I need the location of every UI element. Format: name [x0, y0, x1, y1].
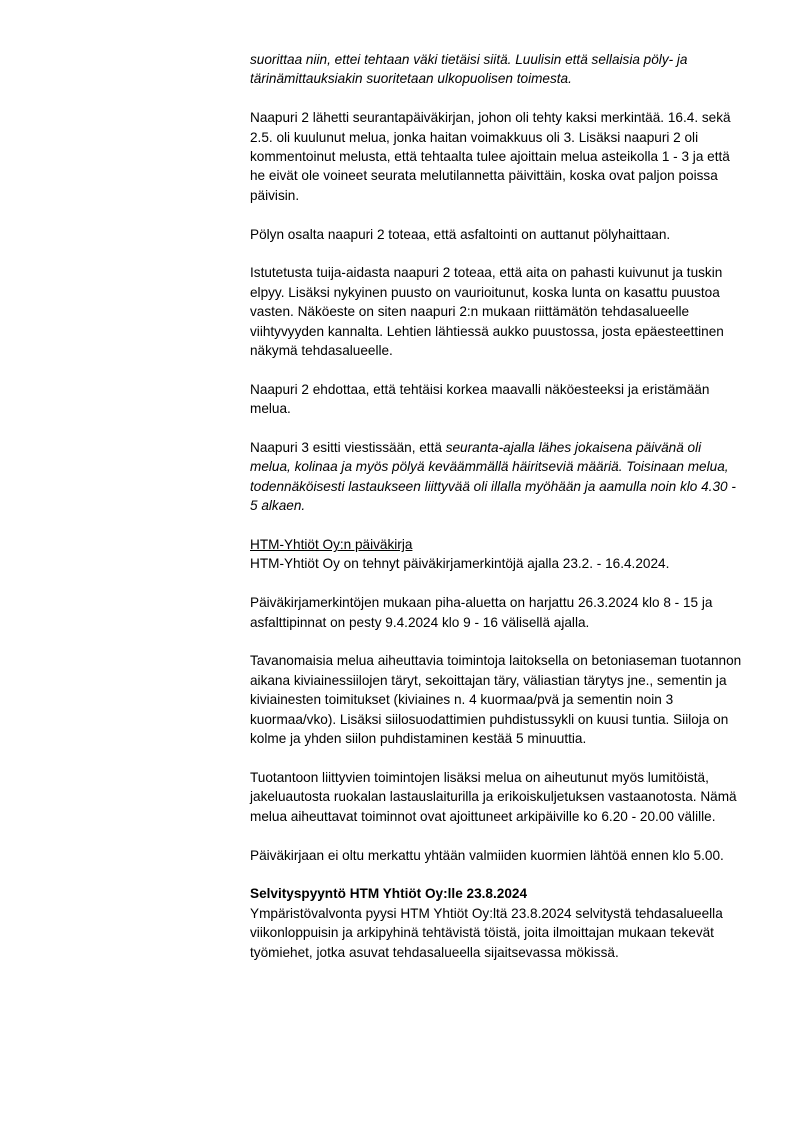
- paragraph-neighbor-quote: suorittaa niin, ettei tehtaan väki tietäisi siitä. Luulisin että sellaisia pöly- ja tärinämittauksiakin suoritetaan ulkopuolisen toimesta.: [250, 52, 688, 87]
- paragraph-htm-diary-period: HTM-Yhtiöt Oy on tehnyt päiväkirjamerkintöjä ajalla 23.2. - 16.4.2024.: [250, 556, 670, 572]
- paragraph-noise-operations: Tavanomaisia melua aiheuttavia toimintoja laitoksella on betoniaseman tuotannon aikana kiviainessiilojen täryt, sekoittajan täry, väliastian tärytys jne., sementin ja kiviainesten toimitukset (kiviaines n. 4 kuormaa/pvä ja sementin noin 3 kuormaa/vko). Lisäksi siilosuodattimien puhdistussykli on kuusi tuntia. Siiloja on kolme ja yhden siilon puhdistaminen kestää 5 minuuttia.: [250, 653, 742, 747]
- paragraph-neighbor2-diary: Naapuri 2 lähetti seurantapäiväkirjan, johon oli tehty kaksi merkintää. 16.4. sekä 2.5. oli kuulunut melua, jonka haitan voimakkuus oli 3. Lisäksi naapuri 2 oli kommentoinut melusta, että tehtaalta tulee ajoittain melua asteikolla 1 - 3 ja että he eivät ole voineet seurata melutilannetta päivittäin, koska ovat paljon poissa päivisin.: [250, 110, 731, 203]
- document-page: [250, 50, 745, 981]
- section-heading-request: Selvityspyyntö HTM Yhtiöt Oy:lle 23.8.2024: [250, 886, 528, 902]
- paragraph-departures: Päiväkirjaan ei oltu merkattu yhtään valmiiden kuormien lähtöä ennen klo 5.00.: [250, 847, 724, 863]
- paragraph-request: Ympäristövalvonta pyysi HTM Yhtiöt Oy:ltä 23.8.2024 selvitystä tehdasalueella viikonloppuisin ja arkipyhinä tehtävistä töistä, joita ilmoittajan mukaan tekevät työmiehet, jotka asuvat tehdasalueella sijaitsevassa mökissä.: [250, 905, 723, 960]
- neighbor3-quote: seuranta-ajalla lähes jokaisena päivänä oli melua, kolinaa ja myös pölyä keväämmällä häiritseviä määriä. Toisinaan melua, todennäköisesti lastaukseen liittyvää oli illalla myöhään ja aamulla noin klo 4.30 - 5 alkaen.: [250, 440, 736, 514]
- paragraph-cleaning: Päiväkirjamerkintöjen mukaan piha-aluetta on harjattu 26.3.2024 klo 8 - 15 ja asfalttipinnat on pesty 9.4.2024 klo 9 - 16 välisellä ajalla.: [250, 595, 713, 630]
- paragraph-dust: Pölyn osalta naapuri 2 toteaa, että asfaltointi on auttanut pölyhaittaan.: [250, 226, 671, 242]
- section-heading-htm-diary: HTM-Yhtiöt Oy:n päiväkirja: [250, 537, 413, 553]
- neighbor3-intro: Naapuri 3 esitti viestissään, että: [250, 440, 446, 456]
- paragraph-earth-bank: Naapuri 2 ehdottaa, että tehtäisi korkea maavalli näköesteeksi ja eristämään melua.: [250, 381, 710, 417]
- paragraph-other-noise: Tuotantoon liittyvien toimintojen lisäksi melua on aiheutunut myös lumitöistä, jakeluautosta ruokalan lastauslaiturilla ja erikoiskuljetuksen vastaanotosta. Nämä melua aiheuttavat toiminnot ovat ajoittuneet arkipäiville ko 6.20 - 20.00 välille.: [250, 769, 737, 824]
- paragraph-neighbor3: [250, 438, 745, 516]
- paragraph-thuja-hedge: Istutetusta tuija-aidasta naapuri 2 toteaa, että aita on pahasti kuivunut ja tuskin elpyy. Lisäksi nykyinen puusto on vaurioitunut, koska lunta on kasattu puustoa vasten. Näköeste on siten naapuri 2:n mukaan riittämätön tehdasalueelle viihtyvyyden kannalta. Lehtien lähtiessä aukko puustossa, josta epäesteettinen näkymä tehdasalueelle.: [250, 265, 724, 359]
